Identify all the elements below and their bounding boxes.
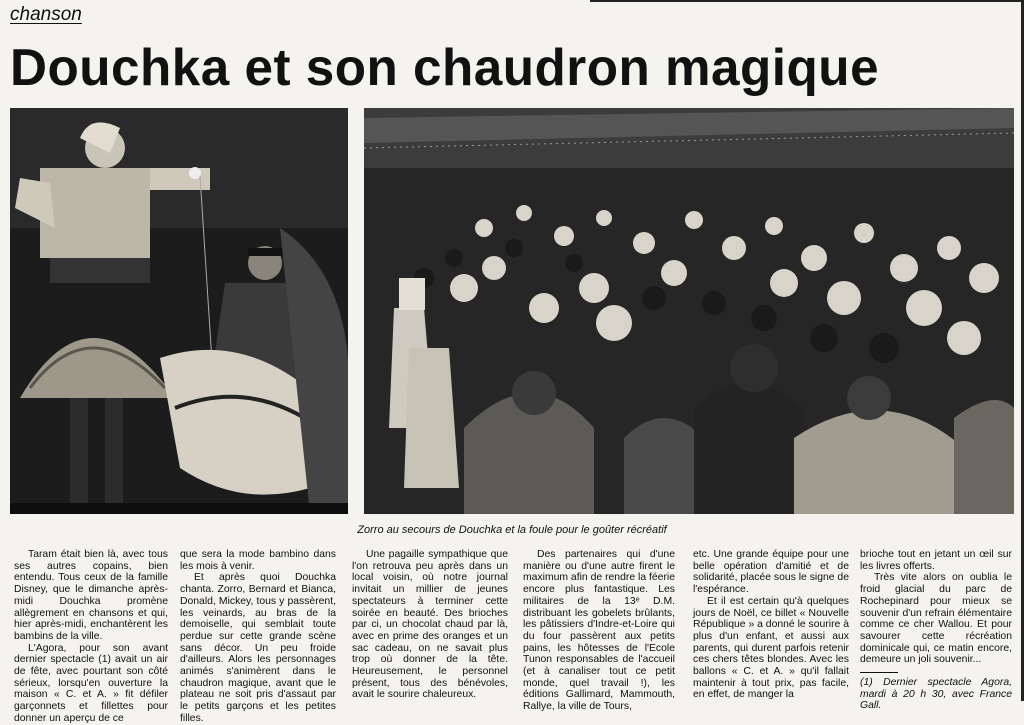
paragraph: Une pagaille sympathique que l'on retrouva peu après dans un local voisin, où notre journal invitait un millier de jeunes spectateurs à terminer cette soirée en beauté. Des brioches par ci, un chocolat chaud par là, avec en prime des oranges et un sac cadeau, on ne savait plus trop où donner de la tête. Heureusement, le personnel présent, tous des bénévoles, avait le sourire chaleureux. <box>352 549 508 701</box>
stage-photo <box>10 108 348 514</box>
crowd-photo <box>364 108 1014 514</box>
paragraph: brioche tout en jetant un œil sur les livres offerts. <box>860 549 1012 572</box>
section-label: chanson <box>10 4 82 25</box>
article-column-6 <box>860 549 1012 712</box>
paragraph: L'Agora, pour son avant dernier spectacle (1) avait un air de fête, avec pourtant son côté sérieux, lorsqu'en ouverture la maison « C. et A. » fit défiler garçonnets et fillettes pour donner un aperçu de ce <box>14 642 168 724</box>
paragraph: Et après quoi Douchka chanta. Zorro, Bernard et Bianca, Donald, Mickey, tous y passèrent, les veinards, au bras de la demoiselle, qui semblait toute perdue sur cette grande scène sans décor. Un peu froide d'ailleurs. Alors les personnages animés s'animèrent dans le chaudron magique, avant que le plateau ne soit pris d'assaut par le petits garçons et les petites filles. <box>180 572 336 724</box>
photo-caption: Zorro au secours de Douchka et la foule pour le goûter récréatif <box>357 524 667 536</box>
article-column-1 <box>14 549 168 725</box>
article-column-3 <box>352 549 508 701</box>
paragraph: etc. Une grande équipe pour une belle opération d'amitié et de solidarité, placée sous le signe de l'espérance. <box>693 549 849 596</box>
article-column-4 <box>523 549 675 713</box>
paragraph: que sera la mode bambino dans les mois à venir. <box>180 549 336 572</box>
paragraph: Très vite alors on oublia le froid glacial du parc de Rochepinard pour mieux se souvenir d'un refrain élémentaire comme ce cher Wallou. Et pour savourer cette récréation dominicale qui, ce matin encore, demeure un joli souvenir... <box>860 572 1012 666</box>
footnote-rule <box>860 672 898 673</box>
footnote: (1) Dernier spectacle Agora, mardi à 20 h 30, avec France Gall. <box>860 677 1012 712</box>
paragraph: Des partenaires qui d'une manière ou d'une autre firent le maximum afin de rendre la féerie encore plus fantastique. Les militaires de la 13ᵉ D.M. distribuant les gobelets brûlants, les pâtissiers d'Indre-et-Loire qui du four passèrent aux petits pains, les hôtesses de l'Ecole Tunon responsables de l'accueil (et à canaliser tout ce petit monde, quel travail !), les éditions Gallimard, Mammouth, Rallye, la ville de Tours, <box>523 549 675 713</box>
top-rule <box>590 0 1024 2</box>
article-column-2 <box>180 549 336 725</box>
paragraph: Et il est certain qu'à quelques jours de Noël, ce billet « Nouvelle République » a donné le sourire à plus d'un enfant, et aussi aux parents, qui durent parfois retenir ces chers têtes blondes. Avec les ballons « C. et A. » qu'il fallait maintenir à tout prix, pas facile, en effet, de manger la <box>693 595 849 701</box>
headline: Douchka et son chaudron magique <box>10 39 880 97</box>
article-column-5 <box>693 549 849 701</box>
paragraph: Taram était bien là, avec tous ses autres copains, bien entendu. Tous ceux de la famille Disney, que le dimanche après-midi Douchka promène allègrement en chansons et qui, hier après-midi, enchantèrent les bambins de la ville. <box>14 549 168 642</box>
